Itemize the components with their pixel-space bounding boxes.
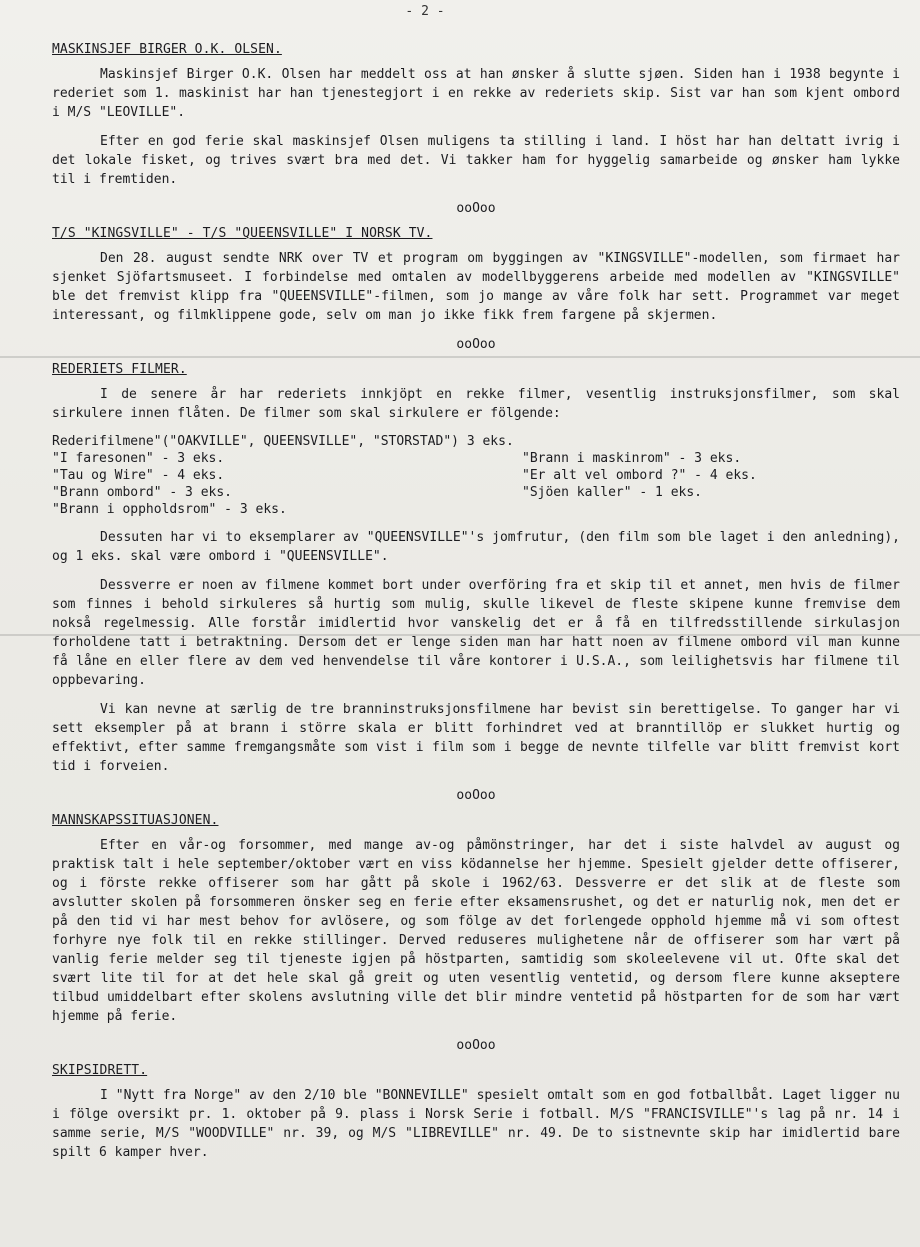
paragraph: Efter en god ferie skal maskinsjef Olsen muligens ta stilling i land. I höst har han deltatt ivrig i det lokale fisket, og trives svært bra med det. Vi takker ham for hyggelig samarbeide og ønsker ham lykke til i fremtiden. xyxy=(52,134,900,187)
paragraph: I de senere år har rederiets innkjöpt en rekke filmer, vesentlig instruksjonsfilmer, som skal sirkulere innen flåten. De filmer som skal sirkulere er fölgende: xyxy=(52,387,900,421)
document-body xyxy=(52,40,900,1172)
paragraph: Dessverre er noen av filmene kommet bort under overföring fra et skip til et annet, men hvis de filmer som finnes i behold sirkuleres så hurtig som mulig, skulle likevel de fleste skipene kunne fremvise dem nokså regelmessig. Alle forstår imidlertid hvor vanskelig det er å få en tilfredsstillende sirkulasjon forholdene tatt i betraktning. Dersom det er lenge siden man har hatt noen av filmene ombord vil man kunne få låne en eller flere av dem ved henvendelse til våre kontorer i U.S.A., som leilighetsvis har filmene til oppbevaring. xyxy=(52,578,900,688)
film-list-item: "Tau og Wire" - 4 eks. xyxy=(52,468,225,483)
section-skipsidrett xyxy=(52,1061,900,1162)
film-list-item: "Brann i maskinrom" - 3 eks. xyxy=(522,451,742,466)
section-rederiets-filmer xyxy=(52,360,900,776)
section-separator: ooOoo xyxy=(456,337,496,352)
film-list-item: "Er alt vel ombord ?" - 4 eks. xyxy=(522,468,757,483)
section-heading: SKIPSIDRETT. xyxy=(52,1063,148,1078)
film-list-item: "I faresonen" - 3 eks. xyxy=(52,451,225,466)
film-list-item: Rederifilmene"("OAKVILLE", QUEENSVILLE", "STORSTAD") 3 eks. xyxy=(52,434,514,449)
section-heading: REDERIETS FILMER. xyxy=(52,362,187,377)
section-heading: MANNSKAPSSITUASJONEN. xyxy=(52,813,219,828)
film-list-item: "Sjöen kaller" - 1 eks. xyxy=(522,485,703,500)
film-list-item: "Brann ombord" - 3 eks. xyxy=(52,485,233,500)
paragraph: Vi kan nevne at særlig de tre branninstruksjonsfilmene har bevist sin berettigelse. To ganger har vi sett eksempler på at brann i större skala er blitt forhindret ved at branntillöp er slukket hurtig og effektivt, efter samme fremgangsmåte som vist i film som i begge de nevnte tilfelle var blitt fremvist kort tid i forveien. xyxy=(52,702,900,774)
section-heading: MASKINSJEF BIRGER O.K. OLSEN. xyxy=(52,42,282,57)
section-maskinsjef xyxy=(52,40,900,189)
section-heading: T/S "KINGSVILLE" - T/S "QUEENSVILLE" I NORSK TV. xyxy=(52,226,433,241)
film-list xyxy=(52,433,900,518)
section-mannskapssituasjonen xyxy=(52,811,900,1026)
section-separator: ooOoo xyxy=(456,788,496,803)
paragraph: Efter en vår-og forsommer, med mange av-og påmönstringer, har det i siste halvdel av august og praktisk talt i hele september/oktober vært en viss ködannelse her hjemme. Spesielt gjelder dette offiserer, og i förste rekke offiserer som har gått på skole i 1962/63. Dessverre er det slik at de fleste som avslutter skolen på forsommeren önsker seg en ferie efter eksamensrushet, og det er naturlig nok, men det er på den tid vi har mest behov for avlösere, og som fölge av det forlengede opphold hjemme må vi som oftest forhyre nye folk til en rekke stillinger. Derved reduseres mulighetene når de offiserer som har vært på vanlig ferie melder seg til tjeneste igjen på höstparten, samtidig som skoleelevene vil ut. Ofte skal det svært lite til for at det hele skal gå greit og uten vesentlig ventetid, og dersom flere kunne akseptere tilbud umiddelbart efter skolens avslutning ville det blir mindre ventetid på höstparten for de som har vært hjemme på ferie. xyxy=(52,838,900,1024)
section-separator: ooOoo xyxy=(456,201,496,216)
paragraph: Den 28. august sendte NRK over TV et program om byggingen av "KINGSVILLE"-modellen, som firmaet har sjenket Sjöfartsmuseet. I forbindelse med omtalen av modellbyggerens arbeide med modellen av "KINGSVILLE" ble det fremvist klipp fra "QUEENSVILLE"-filmen, som jo mange av våre folk har sett. Programmet var meget interessant, og filmklippene gode, selv om man jo ikke fikk frem fargene på skjermen. xyxy=(52,251,900,323)
section-separator: ooOoo xyxy=(456,1038,496,1053)
section-norsk-tv xyxy=(52,224,900,325)
paragraph: Maskinsjef Birger O.K. Olsen har meddelt oss at han ønsker å slutte sjøen. Siden han i 1938 begynte i rederiet som 1. maskinist har han tjenestegjort i en rekke av rederiets skip. Sist var han som kjent ombord i M/S "LEOVILLE". xyxy=(52,67,900,120)
paragraph: I "Nytt fra Norge" av den 2/10 ble "BONNEVILLE" spesielt omtalt som en god fotballbåt. Laget ligger nu i fölge oversikt pr. 1. oktober på 9. plass i Norsk Serie i fotball. M/S "FRANCISVILLE"'s lag på nr. 14 i samme serie, M/S "WOODVILLE" nr. 39, og M/S "LIBREVILLE" nr. 49. De to sistnevnte skip har imidlertid bare spilt 6 kamper hver. xyxy=(52,1088,900,1160)
paragraph: Dessuten har vi to eksemplarer av "QUEENSVILLE"'s jomfrutur, (den film som ble laget i den anledning), og 1 eks. skal være ombord i "QUEENSVILLE". xyxy=(52,530,900,564)
film-list-item: "Brann i oppholdsrom" - 3 eks. xyxy=(52,502,287,517)
page-number: - 2 - xyxy=(405,4,445,19)
